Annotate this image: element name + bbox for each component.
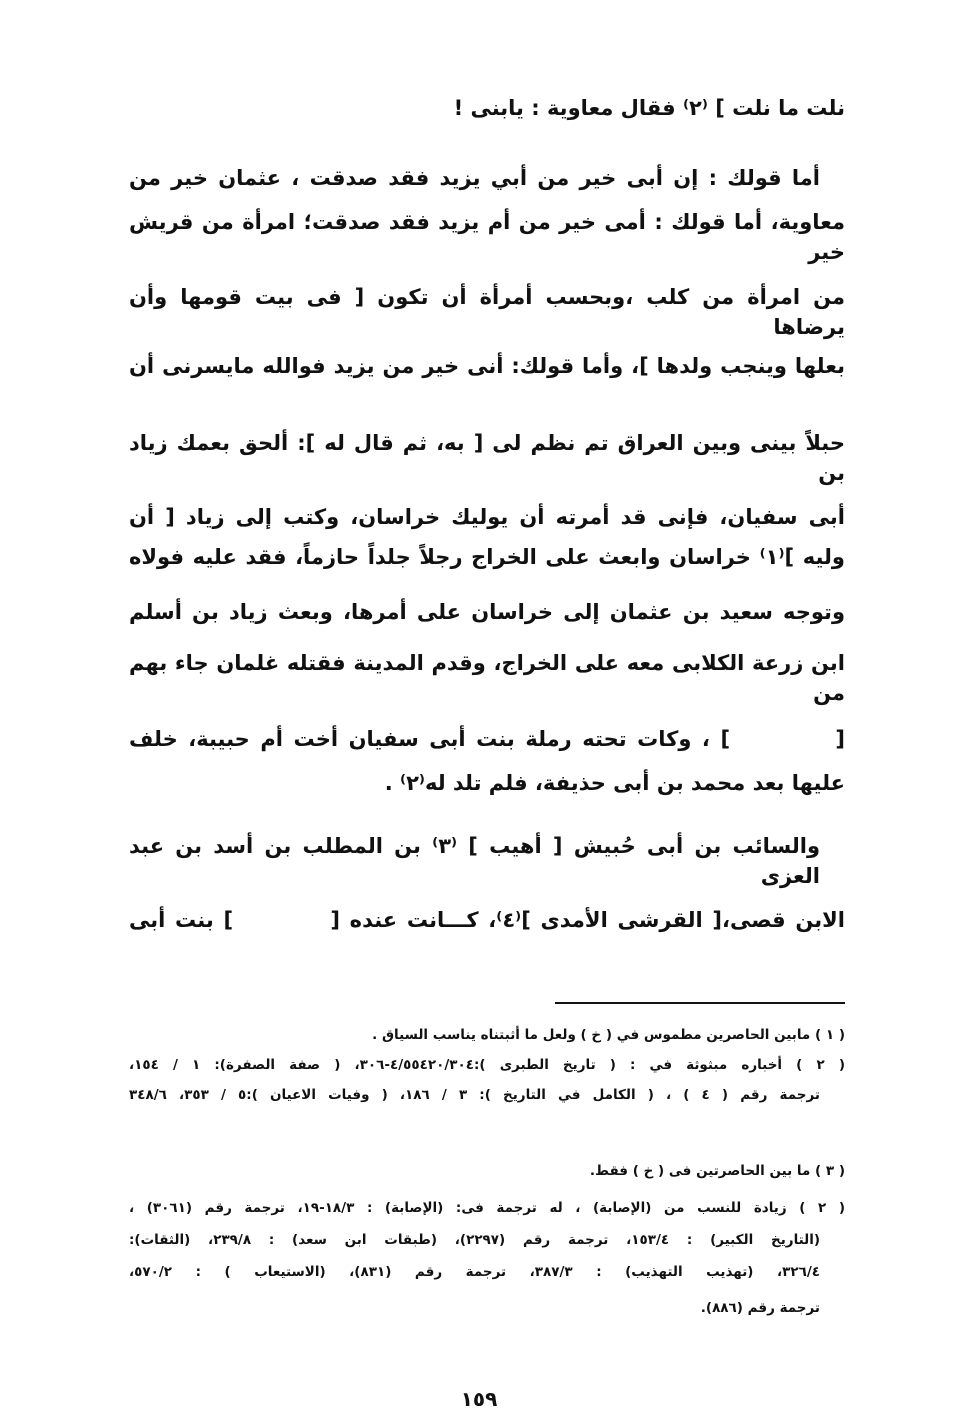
footnote: ( ٢ ) زيادة للنسب من (الإصابة) ، له ترجمة فى: (الإصابة) : ١٨/٣-١٩، ترجمة رقم (٣٠٦١) ،: [129, 1200, 845, 1216]
footnote-divider: [555, 1002, 845, 1004]
text-line: عليها بعد محمد بن أبى حذيفة، فلم تلد له⁽٢⁾ .: [384, 771, 845, 795]
text-line: نلت ما نلت ] ⁽٢⁾ فقال معاوية : يابنى !: [453, 96, 845, 120]
main-text: [0, 93, 958, 935]
text-line: الابن قصى،[ القرشى الأمدى ]⁽٤⁾، كـــانت عنده [ ] بنت أبى: [129, 908, 845, 932]
text-line: بعلها وينجب ولدها ]، وأما قولك: أنى خير من يزيد فوالله مايسرنى أن: [129, 354, 845, 378]
text-line: [ ] ، وكات تحته رملة بنت أبى سفيان أخت أم حبيبة، خلف: [129, 727, 845, 751]
page-number: ١٥٩: [460, 1387, 498, 1411]
text-line: والسائب بن أبى حُبيش [ أهيب ] ⁽٣⁾ بن المطلب بن أسد بن عبد العزى: [121, 834, 820, 888]
footnote: (التاريخ الكبير) : ١٥٣/٤، ترجمة رقم (٢٢٩٧)، (طبقات ابن سعد) : ٢٣٩/٨، (الثقات):: [129, 1232, 821, 1248]
footnote: ٣٢٦/٤، (تهذيب التهذيب) : ٣٨٧/٣، ترجمة رقم (٨٣١)، (الاستيعاب ) : ٥٧٠/٢،: [129, 1264, 820, 1280]
text-line: وتوجه سعيد بن عثمان إلى خراسان على أمرها، وبعث زياد بن أسلم: [129, 600, 845, 624]
text-line: من امرأة من كلب ،وبحسب أمرأة أن تكون [ فى بيت قومها وأن يرضاها: [121, 285, 845, 339]
text-line: وليه ]⁽١⁾ خراسان وابعث على الخراج رجلاً جلداً حازماً، فقد عليه فولاه: [129, 545, 845, 569]
footnote: ( ٢ ) أخباره مبثوثة في : ( تاريخ الطبرى ):٤/٥٥٤٢٠/٣٠٤-٣٠٦، ( صفة الصفرة): ١ / ١٥٤،: [129, 1057, 845, 1073]
footnote: ( ١ ) مابين الحاصرين مطموس في ( خ ) ولعل ما أثبتناه يناسب السياق .: [372, 1027, 845, 1043]
footnotes: [0, 1024, 958, 1319]
footnote: ترجمة رقم ( ٤ ) ، ( الكامل في التاريخ ): ٣ / ١٨٦، ( وفيات الاعيان ):٥ / ٣٥٣، ٣٤٨/٦: [129, 1087, 820, 1103]
footnote: ترجمة رقم (٨٨٦).: [700, 1300, 820, 1316]
text-line: أبى سفيان، فإنى قد أمرته أن يوليك خراسان، وكتب إلى زياد [ أن: [129, 505, 845, 529]
footnote: ( ٣ ) ما بين الحاصرتين فى ( خ ) فقط.: [589, 1163, 845, 1179]
text-line: أما قولك : إن أبى خير من أبي يزيد فقد صدقت ، عثمان خير من: [129, 166, 820, 190]
text-line: معاوية، أما قولك : أمى خير من أم يزيد فقد صدقت؛ امرأة من قريش خير: [121, 210, 845, 264]
text-line: حبلاً بينى وبين العراق تم نظم لى [ به، ثم قال له ]: ألحق بعمك زياد بن: [121, 431, 845, 485]
text-line: ابن زرعة الكلابى معه على الخراج، وقدم المدينة فقتله غلمان جاء بهم من: [121, 651, 845, 705]
